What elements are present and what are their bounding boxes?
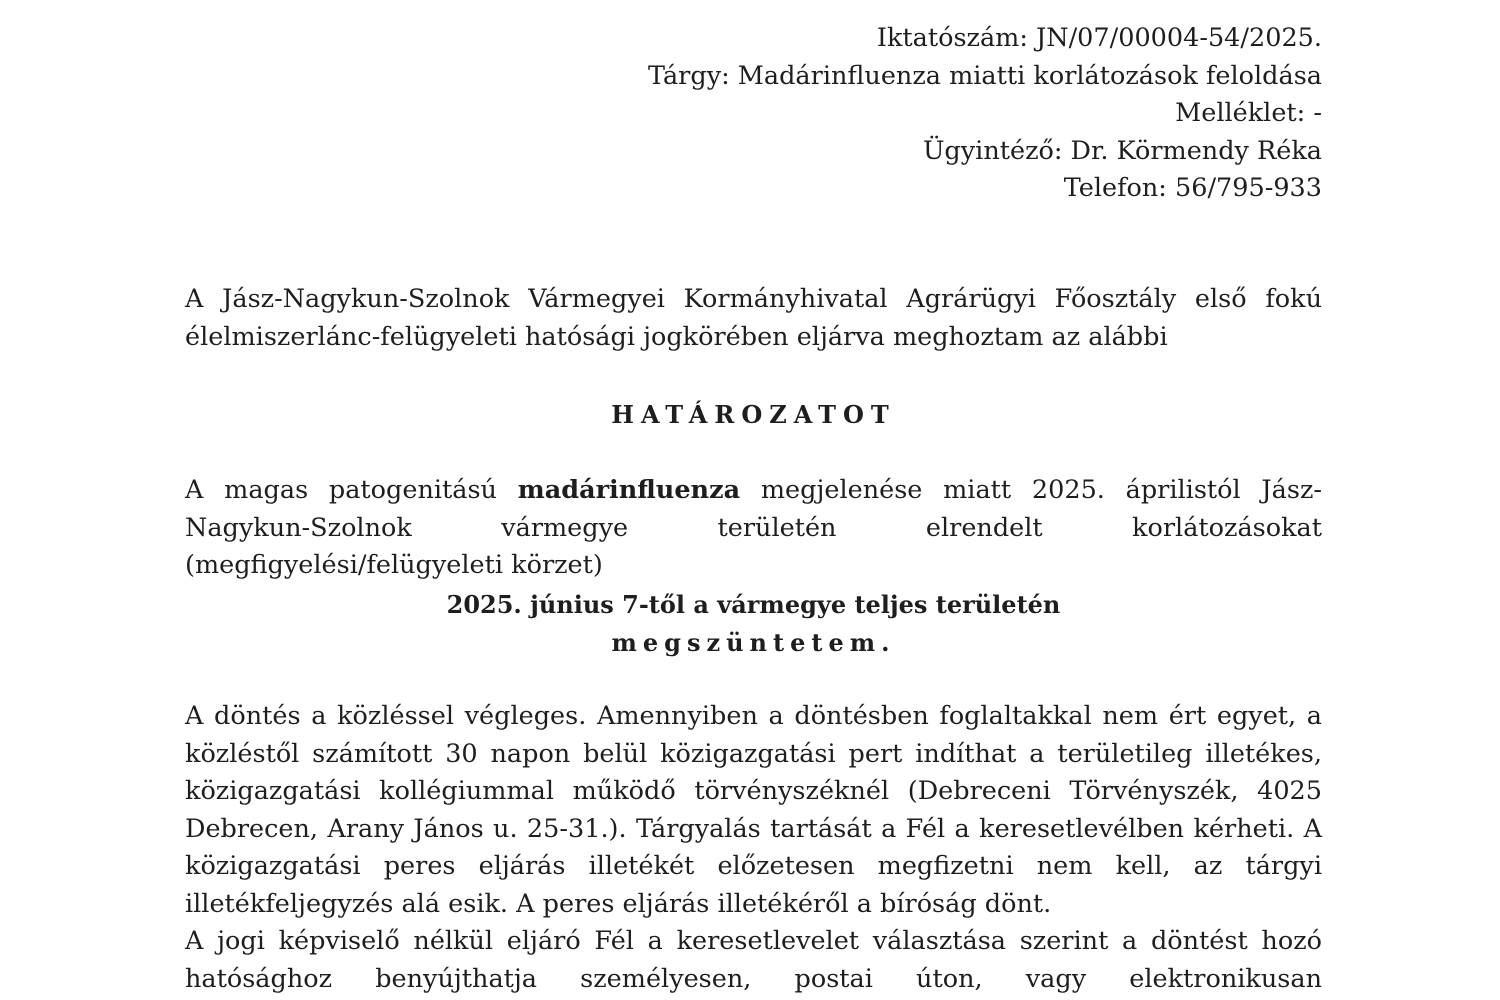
- attachment-line: Melléklet: -: [1175, 98, 1322, 128]
- decision-title: HATÁROZATOT: [611, 400, 896, 429]
- decision-text-start: A magas patogenitású: [185, 475, 518, 505]
- document-header: [648, 20, 1322, 208]
- intro-section: [185, 281, 1322, 356]
- decision-text-end: megjelenése miatt 2025. áprilistól Jász-Nagykun-Szolnok vármegye területén elrendelt korlátozásokat (megfigyelési/felügyeleti körzet): [185, 475, 1322, 580]
- decision-bold-term: madárinfluenza: [517, 475, 741, 505]
- legal-section: [185, 698, 1322, 998]
- decision-paragraph: [185, 472, 1322, 585]
- phone-line: Telefon: 56/795-933: [1063, 173, 1322, 203]
- legal-paragraph-1: A döntés a közléssel végleges. Amennyiben a döntésben foglaltakkal nem ért egyet, a közléstől számított 30 napon belül közigazgatási pert indíthat a területileg illetékes, közigazgatási kollégiummal működő törvényszéknél (Debreceni Törvényszék, 4025 Debrecen, Arany János u. 25-31.). Tárgyalás tartását a Fél a keresetlevélben kérheti. A közigazgatási peres eljárás illetékét előzetesen megfizetni nem kell, az tárgyi illetékfeljegyzés alá esik. A peres eljárás illetékéről a bíróság dönt.: [185, 701, 1322, 919]
- decision-section: [185, 472, 1322, 585]
- administrator-line: Ügyintéző: Dr. Körmendy Réka: [922, 135, 1322, 166]
- effective-action: megszüntetem.: [611, 627, 896, 657]
- intro-paragraph: A Jász-Nagykun-Szolnok Vármegyei Kormányhivatal Agrárügyi Főosztály első fokú élelmiszerlánc-felügyeleti hatósági jogkörében eljárva meghoztam az alábbi: [185, 284, 1322, 352]
- legal-paragraph-2: A jogi képviselő nélkül eljáró Fél a keresetlevelet választása szerint a döntést hozó hatósághoz benyújthatja személyesen, postai úton, vagy elektronikusan: [185, 926, 1322, 994]
- effective-date-line: 2025. június 7-től a vármegye teljes területén: [446, 590, 1061, 619]
- effective-block: [185, 586, 1322, 661]
- subject-line: Tárgy: Madárinfluenza miatti korlátozások feloldása: [647, 60, 1322, 91]
- reference-number: Iktatószám: JN/07/00004-54/2025.: [876, 23, 1322, 53]
